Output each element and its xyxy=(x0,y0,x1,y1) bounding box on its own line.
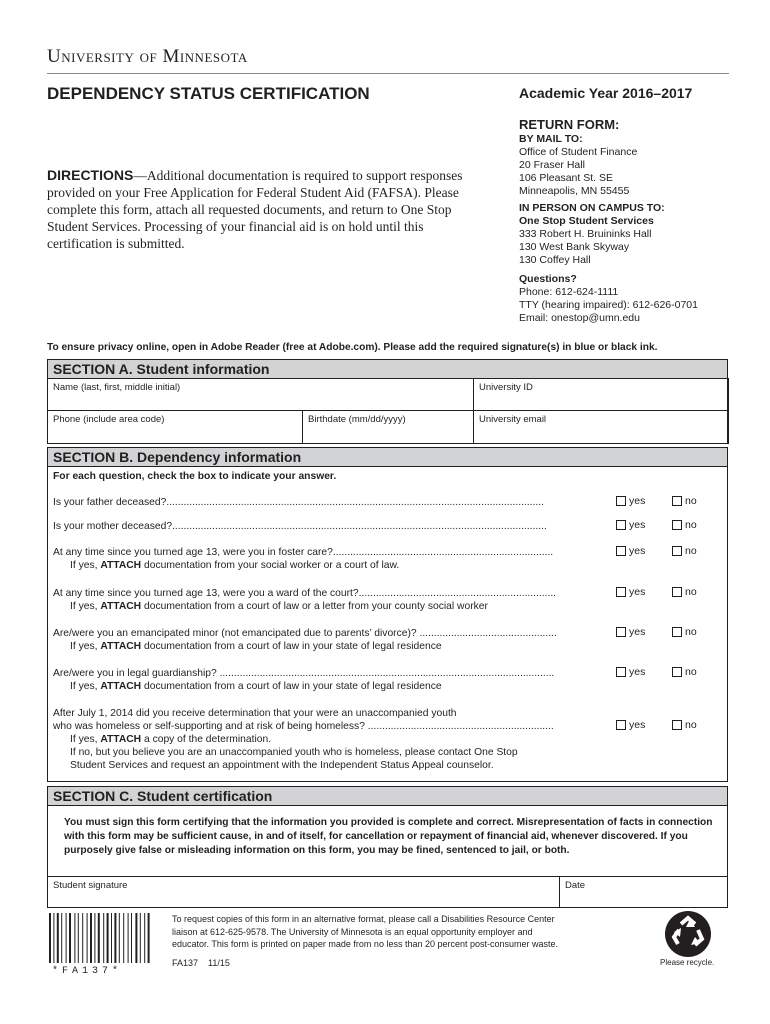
note-text: If yes, xyxy=(70,560,101,571)
question-note xyxy=(53,640,611,653)
directions xyxy=(47,167,477,252)
checkbox-label: no xyxy=(685,545,697,557)
form-date: 11/15 xyxy=(208,958,230,968)
checkbox-box[interactable] xyxy=(616,627,626,637)
campus-line: 333 Robert H. Bruininks Hall xyxy=(519,228,652,240)
section-a-table xyxy=(47,378,728,444)
contact-email: Email: onestop@umn.edu xyxy=(519,312,640,324)
checkbox-no-q7[interactable] xyxy=(672,719,697,731)
checkbox-no-q4[interactable] xyxy=(672,586,697,598)
checkbox-label: no xyxy=(685,586,697,598)
checkbox-box[interactable] xyxy=(672,667,682,677)
privacy-note: To ensure privacy online, open in Adobe Reader (free at Adobe.com). Please add the required signature(s) in blue or black ink. xyxy=(47,342,658,353)
note-text: If yes, xyxy=(70,601,101,612)
checkbox-yes-q4[interactable] xyxy=(616,586,645,598)
checkbox-label: yes xyxy=(629,666,646,678)
birthdate-label: Birthdate (mm/dd/yyyy) xyxy=(308,414,406,425)
question-text: Are/were you an emancipated minor (not emancipated due to parents’ divorce)? ................................................ xyxy=(53,628,557,639)
question-note xyxy=(53,759,611,772)
checkbox-no-q1[interactable] xyxy=(672,495,697,507)
question-note xyxy=(53,746,611,759)
note-text: If no, but you believe you are an unaccompanied youth who is homeless, please contact One Stop xyxy=(70,747,518,758)
checkbox-yes-q5[interactable] xyxy=(616,626,645,638)
section-b-header: SECTION B. Dependency information xyxy=(47,447,728,467)
barcode xyxy=(48,913,163,968)
checkbox-yes-q1[interactable] xyxy=(616,495,645,507)
question-note xyxy=(53,733,611,746)
question-2 xyxy=(53,520,611,533)
question-5 xyxy=(53,627,611,653)
note-text: documentation from a court of law in your state of legal residence xyxy=(141,641,442,652)
contact-tty: TTY (hearing impaired): 612-626-0701 xyxy=(519,299,698,311)
name-field[interactable] xyxy=(47,378,474,411)
question-text: Is your mother deceased?................................................................................................................................... xyxy=(53,521,547,532)
note-attach-keyword: ATTACH xyxy=(100,601,142,612)
academic-year: Academic Year 2016–2017 xyxy=(519,85,693,101)
checkbox-label: yes xyxy=(629,519,646,531)
question-text: Is your father deceased?.................................................................................................................................... xyxy=(53,497,544,508)
mail-line: 106 Pleasant St. SE xyxy=(519,172,613,184)
checkbox-label: no xyxy=(685,666,697,678)
checkbox-label: yes xyxy=(629,626,646,638)
checkbox-label: yes xyxy=(629,495,646,507)
checkbox-no-q3[interactable] xyxy=(672,545,697,557)
section-c-header: SECTION C. Student certification xyxy=(47,786,728,806)
campus-heading: IN PERSON ON CAMPUS TO: xyxy=(519,202,665,214)
mail-line: Office of Student Finance xyxy=(519,146,638,158)
checkbox-box[interactable] xyxy=(672,587,682,597)
questions-heading: Questions? xyxy=(519,273,577,285)
footer-line: To request copies of this form in an alternative format, please call a Disabilities Resource Center xyxy=(172,914,555,924)
checkbox-box[interactable] xyxy=(672,720,682,730)
checkbox-box[interactable] xyxy=(616,496,626,506)
checkbox-no-q5[interactable] xyxy=(672,626,697,638)
recycle-icon xyxy=(664,910,712,958)
section-a-header: SECTION A. Student information xyxy=(47,359,728,379)
question-7 xyxy=(53,707,611,772)
university-id-label: University ID xyxy=(479,382,533,393)
checkbox-yes-q7[interactable] xyxy=(616,719,645,731)
checkbox-box[interactable] xyxy=(616,587,626,597)
checkbox-label: no xyxy=(685,519,697,531)
question-3 xyxy=(53,546,611,572)
note-text: a copy of the determination. xyxy=(141,734,272,745)
question-text: At any time since you turned age 13, were you a ward of the court?..................................................................... xyxy=(53,588,557,599)
note-text: If yes, xyxy=(70,681,101,692)
campus-line: 130 West Bank Skyway xyxy=(519,241,630,253)
date-field[interactable] xyxy=(559,876,728,908)
campus-line: 130 Coffey Hall xyxy=(519,254,591,266)
checkbox-box[interactable] xyxy=(672,520,682,530)
birthdate-field[interactable] xyxy=(302,410,474,444)
checkbox-box[interactable] xyxy=(616,667,626,677)
section-b-instruction: For each question, check the box to indicate your answer. xyxy=(53,471,337,482)
question-text: Are/were you in legal guardianship? ..................................................................................................................... xyxy=(53,668,555,679)
checkbox-label: yes xyxy=(629,545,646,557)
checkbox-no-q6[interactable] xyxy=(672,666,697,678)
note-text: documentation from your social worker or a court of law. xyxy=(141,560,400,571)
note-text: documentation from a court of law in your state of legal residence xyxy=(141,681,442,692)
barcode-text: *FA137* xyxy=(52,966,123,977)
directions-heading: DIRECTIONS xyxy=(47,167,134,183)
date-label: Date xyxy=(565,880,586,891)
signature-label: Student signature xyxy=(53,880,128,891)
header-divider xyxy=(47,73,729,74)
contact-phone: Phone: 612-624-1111 xyxy=(519,286,619,298)
note-attach-keyword: ATTACH xyxy=(100,560,142,571)
question-text: At any time since you turned age 13, were you in foster care?............................................................................. xyxy=(53,547,554,558)
checkbox-box[interactable] xyxy=(616,520,626,530)
name-label: Name (last, first, middle initial) xyxy=(53,382,181,393)
footer-line: liaison at 612-625-9578. The University of Minnesota is an equal opportunity employer and xyxy=(172,926,533,937)
return-form-heading: RETURN FORM: xyxy=(519,117,620,132)
note-text: If yes, xyxy=(70,641,101,652)
checkbox-yes-q6[interactable] xyxy=(616,666,645,678)
phone-field[interactable] xyxy=(47,410,303,444)
campus-name: One Stop Student Services xyxy=(519,215,654,227)
mail-line: 20 Fraser Hall xyxy=(519,159,585,171)
checkbox-label: no xyxy=(685,626,697,638)
question-note xyxy=(53,559,611,572)
university-email-label: University email xyxy=(479,414,547,425)
checkbox-yes-q3[interactable] xyxy=(616,545,645,557)
footer-notice xyxy=(172,913,558,951)
question-4 xyxy=(53,587,611,613)
checkbox-box[interactable] xyxy=(672,546,682,556)
question-note xyxy=(53,600,611,613)
certification-text: You must sign this form certifying that the information you provided is complete and correct. Misrepresentation of facts in connection with this form may be sufficient cause, in and of itself, for cancellation or repayment of financial aid, whenever discovered. If you purposely give false or misleading information on this form, you may be fined, sentenced to jail, or both. xyxy=(64,817,713,856)
note-attach-keyword: ATTACH xyxy=(100,734,142,745)
checkbox-label: no xyxy=(685,719,697,731)
note-text: If yes, xyxy=(70,734,101,745)
note-text: documentation from a court of law or a letter from your county social worker xyxy=(141,601,488,612)
form-code: FA137 xyxy=(172,958,199,968)
question-text: who was homeless or self-supporting and at risk of being homeless? ................................................................. xyxy=(53,721,554,732)
recycle-label: Please recycle. xyxy=(660,958,715,967)
phone-label: Phone (include area code) xyxy=(53,414,165,425)
footer-line: educator. This form is printed on paper made from no less than 20 percent post-consumer waste. xyxy=(172,939,559,949)
university-email-field[interactable] xyxy=(473,410,729,444)
checkbox-box[interactable] xyxy=(616,546,626,556)
student-signature-field[interactable] xyxy=(47,876,560,908)
campus-address-block xyxy=(519,202,665,267)
question-6 xyxy=(53,667,611,693)
checkbox-label: yes xyxy=(629,719,646,731)
question-1 xyxy=(53,496,611,509)
mail-address-block xyxy=(519,133,637,198)
question-note xyxy=(53,680,611,693)
note-attach-keyword: ATTACH xyxy=(100,681,142,692)
university-id-field[interactable] xyxy=(473,378,729,411)
mail-heading: BY MAIL TO: xyxy=(519,133,583,145)
checkbox-yes-q2[interactable] xyxy=(616,519,645,531)
checkbox-box[interactable] xyxy=(672,627,682,637)
university-name: University of Minnesota xyxy=(47,46,248,67)
checkbox-box[interactable] xyxy=(672,496,682,506)
checkbox-box[interactable] xyxy=(616,720,626,730)
note-attach-keyword: ATTACH xyxy=(100,641,142,652)
checkbox-label: yes xyxy=(629,586,646,598)
contact-block xyxy=(519,273,698,325)
directions-text: —Additional documentation is required to support responses provided on your Free Application for Federal Student Aid (FAFSA). Please complete this form, attach all requested documents, and return to One Stop Student Services. Processing of your financial aid is on hold until this certification is submitted. xyxy=(47,168,463,251)
checkbox-label: no xyxy=(685,495,697,507)
question-text: After July 1, 2014 did you receive determination that your were an unaccompanied youth xyxy=(53,708,457,719)
mail-line: Minneapolis, MN 55455 xyxy=(519,185,630,197)
note-text: Student Services and request an appointment with the Independent Status Appeal counselor. xyxy=(70,760,494,771)
form-title: DEPENDENCY STATUS CERTIFICATION xyxy=(47,84,370,103)
checkbox-no-q2[interactable] xyxy=(672,519,697,531)
